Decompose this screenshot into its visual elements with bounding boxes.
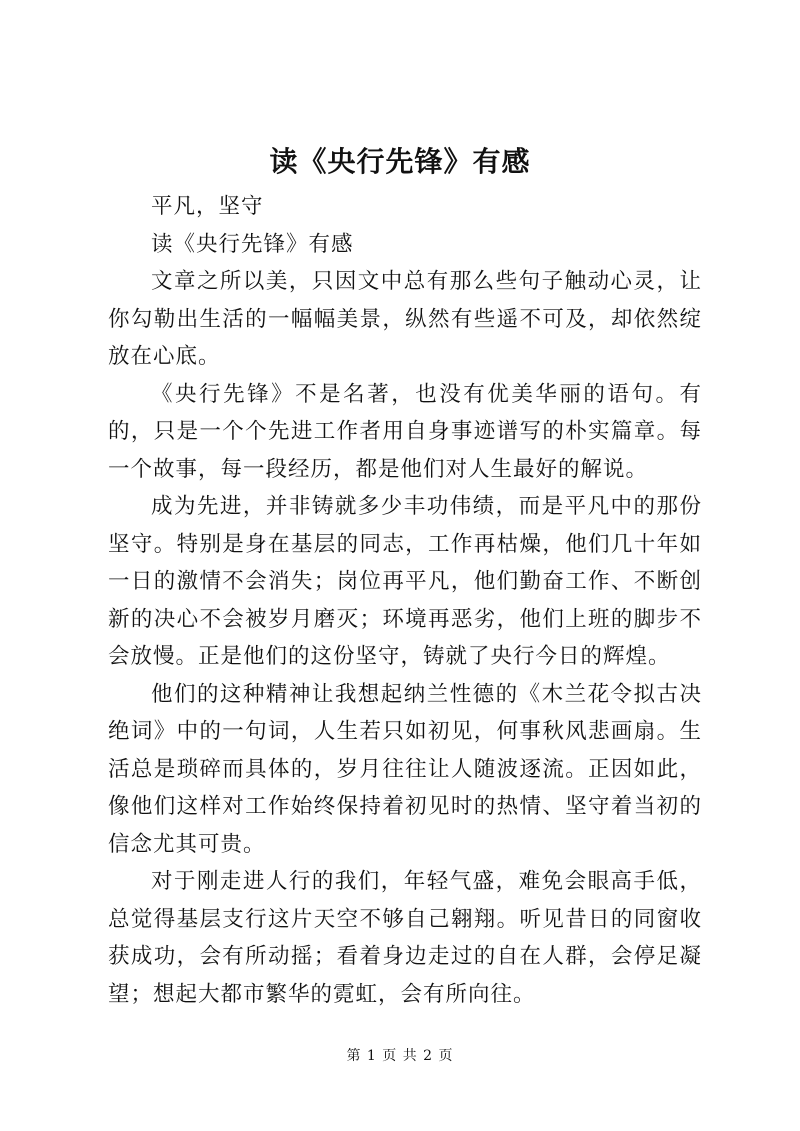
paragraph: 他们的这种精神让我想起纳兰性德的《木兰花令拟古决绝词》中的一句词，人生若只如初见，何事秋风悲画扇。生活总是琐碎而具体的，岁月往往让人随波逐流。正因如此，像他们这样对工作始终保持着初见时的热情、坚守着当初的信念尤其可贵。 (108, 681, 702, 857)
paragraph: 读《央行先锋》有感 (151, 231, 354, 257)
document-title: 读《央行先锋》有感 (269, 145, 531, 178)
paragraph: 对于刚走进人行的我们，年轻气盛，难免会眼高手低，总觉得基层支行这片天空不够自己翱翔。听见昔日的同窗收获成功，会有所动摇；看着身边走过的自在人群，会停足凝望；想起大都市繁华的霓虹，会有所向往。 (108, 869, 702, 1007)
paragraph: 文章之所以美，只因文中总有那么些句子触动心灵，让你勾勒出生活的一幅幅美景，纵然有些遥不可及，却依然绽放在心底。 (108, 269, 702, 369)
paragraph: 平凡，坚守 (151, 194, 264, 219)
paragraph: 成为先进，并非铸就多少丰功伟绩，而是平凡中的那份坚守。特别是身在基层的同志，工作再枯燥，他们几十年如一日的激情不会消失；岗位再平凡，他们勤奋工作、不断创新的决心不会被岁月磨灭；环境再恶劣，他们上班的脚步不会放慢。正是他们的这份坚守，铸就了央行今日的辉煌。 (108, 494, 702, 669)
document-body (108, 188, 702, 1013)
page-footer: 第 1 页 共 2 页 (346, 1048, 454, 1064)
paragraph: 《央行先锋》不是名著，也没有优美华丽的语句。有的，只是一个个先进工作者用自身事迹谱写的朴实篇章。每一个故事，每一段经历，都是他们对人生最好的解说。 (108, 381, 702, 482)
